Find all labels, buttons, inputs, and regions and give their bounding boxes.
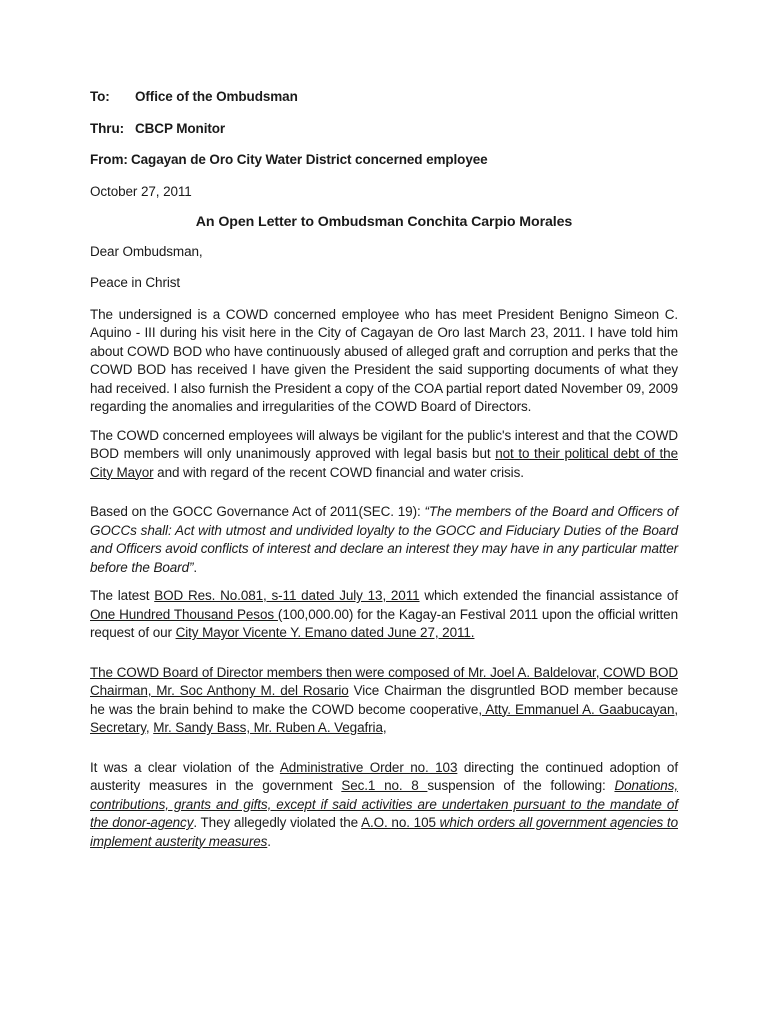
p5-underline-members: The COWD Board of Director members then were composed of Mr. Joel A. Baldelovar, COWD BOD Chairman, Mr. Soc Anthony M. del Rosario xyxy=(90,664,678,698)
paragraph-4 xyxy=(90,587,678,643)
letter-page xyxy=(90,88,678,861)
p6-text-2: directing the continued adoption of austerity measures in the government xyxy=(90,759,678,793)
paragraph-5 xyxy=(90,664,678,738)
p3-quote: “The members of the Board and Officers of GOCCs shall: Act with utmost and undivided loyalty to the GOCC and Fiduciary Duties of the Board and Officers avoid conflicts of interest and declare an interest they may have in any particular matter before the Board” xyxy=(90,504,678,575)
p5-underline-secretary: Atty. Emmanuel A. Gaabucayan, Secretary, xyxy=(90,701,678,735)
thru-label: Thru: xyxy=(90,120,124,136)
p4-underline-mayor-request: City Mayor Vicente Y. Emano dated June 27, 2011. xyxy=(175,625,475,640)
p6-italic-donations: Donations, contributions, grants and gifts, except if said activities are undertaken pursuant to the mandate of the donor-agency xyxy=(90,778,678,830)
p6-underline-ao103: Administrative Order no. 103 xyxy=(279,759,458,775)
p4-text-2: which extended the financial assistance of xyxy=(419,588,678,603)
p6-underline-ao105: A.O. no. 105 xyxy=(361,815,436,830)
salutation: Dear Ombudsman, xyxy=(90,243,203,259)
p6-text-1: It was a clear violation of the xyxy=(90,759,280,775)
p6-text-4: . They allegedly violated the xyxy=(193,815,362,830)
p5-underline-other-members: Mr. Sandy Bass, Mr. Ruben A. Vegafria, xyxy=(153,720,387,735)
letter-title: An Open Letter to Ombudsman Conchita Carpio Morales xyxy=(195,214,573,230)
to-label: To: xyxy=(90,89,110,104)
p3-text-1: Based on the GOCC Governance Act of 2011(SEC. 19): xyxy=(90,504,425,519)
paragraph-6 xyxy=(90,759,678,852)
from-value: Cagayan de Oro City Water District concerned employee xyxy=(131,152,488,167)
thru-value: CBCP Monitor xyxy=(135,120,226,136)
p6-italic-austerity: which orders all government agencies to implement austerity measures xyxy=(90,815,678,849)
from-line xyxy=(90,151,678,170)
p4-underline-resolution: BOD Res. No.081, s-11 dated July 13, 2011 xyxy=(154,588,420,603)
greeting: Peace in Christ xyxy=(90,275,181,290)
letter-date: October 27, 2011 xyxy=(90,183,192,199)
p2-text-2: and with regard of the recent COWD financial and water crisis. xyxy=(153,464,524,480)
from-label: From: xyxy=(90,152,128,167)
p4-underline-amount: One Hundred Thousand Pesos xyxy=(90,606,278,622)
p6-underline-sec1: Sec.1 no. 8 xyxy=(341,778,428,793)
p2-text-1: The COWD concerned employees will always be vigilant for the public's interest and that the COWD BOD members will only unanimously approved with legal basis but xyxy=(90,427,678,461)
p3-end: . xyxy=(193,559,198,575)
paragraph-2 xyxy=(90,427,678,483)
paragraph-3 xyxy=(90,503,678,577)
p6-end: . xyxy=(267,833,271,849)
paragraph-1-text: The undersigned is a COWD concerned employee who has meet President Benigno Simeon C. Aquino - III during his visit here in the City of Cagayan de Oro last March 23, 2011. I have told him about COWD BOD who have continuously abused of alleged graft and corruption and perks that the COWD BOD has received I have given the President the said supporting documents of what they had received. I also furnish the President a copy of the COA partial report dated November 09, 2009 regarding the anomalies and irregularities of the COWD Board of Directors. xyxy=(90,306,678,414)
p5-text-1: Vice Chairman the disgruntled BOD member because he was the brain behind to make the COWD become cooperative, xyxy=(90,683,678,717)
p4-text-1: The latest xyxy=(90,588,155,603)
to-line xyxy=(90,88,678,107)
to-value: Office of the Ombudsman xyxy=(135,89,298,104)
paragraph-1 xyxy=(90,306,678,417)
p4-text-3: (100,000.00) for the Kagay-an Festival 2011 upon the official written request of our xyxy=(90,606,678,640)
thru-line xyxy=(90,120,678,139)
p2-underline-mayor: not to their political debt of the City Mayor xyxy=(90,446,678,480)
p6-text-3: suspension of the following: xyxy=(427,778,615,793)
